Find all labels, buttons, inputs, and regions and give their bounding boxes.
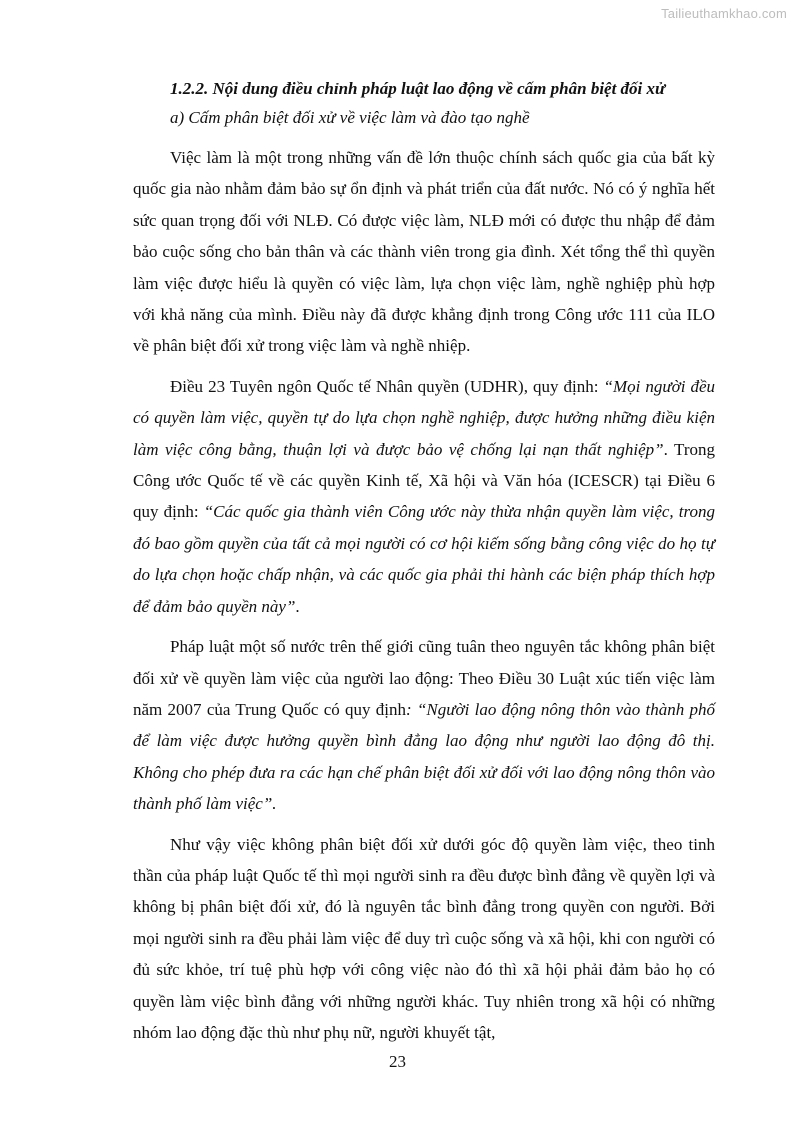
watermark: Tailieuthamkhao.com xyxy=(661,6,787,21)
paragraph-4: Như vậy việc không phân biệt đối xử dưới góc độ quyền làm việc, theo tinh thần của pháp luật Quốc tế thì mọi người sinh ra đều được bình đẳng về quyền lợi và không bị phân biệt đối xử, đó là nguyên tắc bình đẳng trong quyền con người. Bởi mọi người sinh ra đều phải làm việc để duy trì cuộc sống và xã hội, khi con người có đủ sức khỏe, trí tuệ phù hợp với công việc nào đó thì xã hội phải đảm bảo họ có quyền làm việc bình đẳng với những người khác. Tuy nhiên trong xã hội có những nhóm lao động đặc thù như phụ nữ, người khuyết tật, xyxy=(133,834,715,1042)
paragraph-3 xyxy=(133,631,715,819)
paragraph-1: Việc làm là một trong những vấn đề lớn thuộc chính sách quốc gia của bất kỳ quốc gia nào nhằm đảm bảo sự ổn định và phát triển của đất nước. Nó có ý nghĩa hết sức quan trọng đối với NLĐ. Có được việc làm, NLĐ mới có được thu nhập để đảm bảo cuộc sống cho bản thân và các thành viên trong gia đình. Xét tổng thể thì quyền làm việc được hiểu là quyền có việc làm, lựa chọn việc làm, nghề nghiệp phù hợp với khả năng của mình. Điều này đã được khẳng định trong Công ước 111 của ILO về phân biệt đối xử trong việc làm và nghề nhiệp. xyxy=(133,148,715,356)
paragraph-3-text-a: Pháp luật một số nước trên thế giới cũng tuân theo nguyên tắc không phân biệt đối xử về quyền làm việc của người lao động: Theo Điều 30 Luật xúc tiến việc làm năm 2007 của Trung Quốc có quy định xyxy=(133,637,715,719)
paragraph-3-quote-china-law: : “Người lao động nông thôn vào thành phố để làm việc được hưởng quyền bình đẳng lao động như người lao động đô thị. Không cho phép đưa ra các hạn chế phân biệt đối xử đối với lao động nông thôn vào thành phố làm việc”. xyxy=(133,699,715,814)
document-body xyxy=(133,75,715,1057)
section-heading: 1.2.2. Nội dung điều chỉnh pháp luật lao động về cấm phân biệt đối xử xyxy=(170,79,666,98)
paragraph-2-text-c: . Trong Công ước Quốc tế về các quyền Kinh tế, Xã hội và Văn hóa (ICESCR) tại Điều 6 quy định: xyxy=(133,439,716,522)
paragraph-2-quote-udhr: “Mọi người đều có quyền làm việc, quyền tự do lựa chọn nghề nghiệp, được hưởng những điều kiện làm việc công bằng, thuận lợi và được bảo vệ chống lại nạn thất nghiệp” xyxy=(133,376,716,459)
paragraph-2-text-e: . xyxy=(295,596,300,616)
paragraph-2-quote-icescr: “Các quốc gia thành viên Công ước này thừa nhận quyền làm việc, trong đó bao gồm quyền của tất cả mọi người có cơ hội kiếm sống bằng công việc do họ tự do lựa chọn hoặc chấp nhận, và các quốc gia phải thi hành các biện pháp thích hợp để đảm bảo quyền này” xyxy=(133,502,715,616)
page-number: 23 xyxy=(389,1052,406,1071)
section-subheading: a) Cấm phân biệt đối xử về việc làm và đào tạo nghề xyxy=(170,108,530,127)
paragraph-2 xyxy=(133,371,715,622)
paragraph-2-text-a: Điều 23 Tuyên ngôn Quốc tế Nhân quyền (UDHR), quy định: xyxy=(170,376,604,396)
